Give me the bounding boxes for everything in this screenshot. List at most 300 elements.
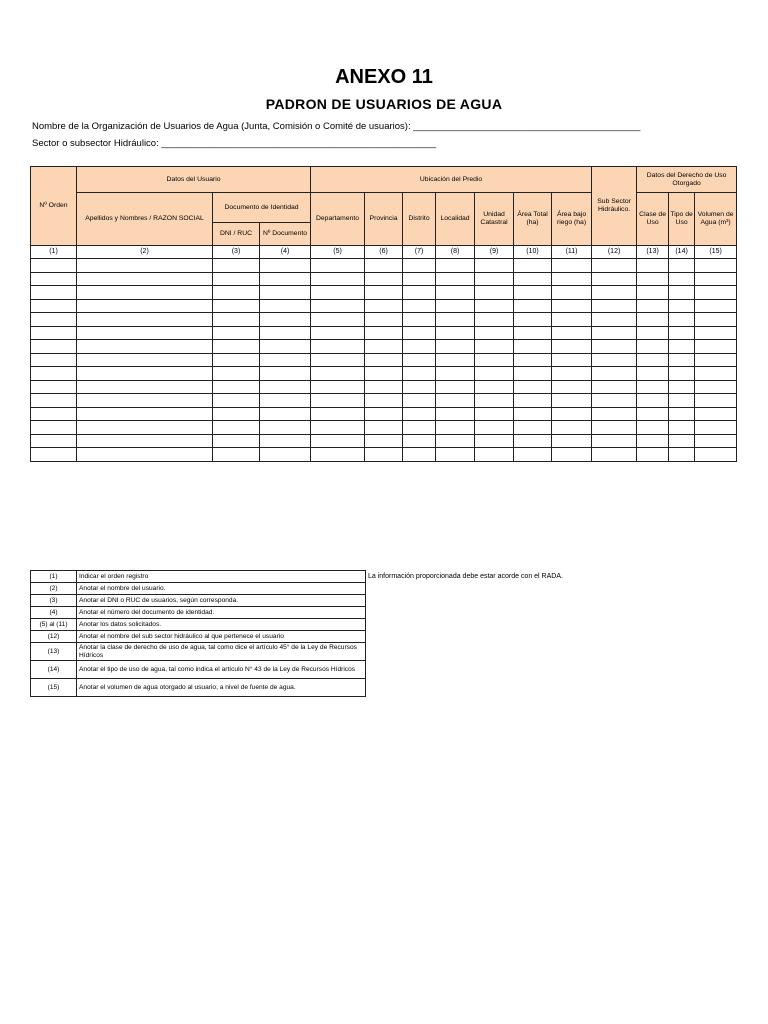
table-cell[interactable] <box>31 394 77 408</box>
table-cell[interactable] <box>436 407 475 421</box>
table-cell[interactable] <box>77 394 213 408</box>
table-cell[interactable] <box>637 421 669 435</box>
table-cell[interactable] <box>695 421 737 435</box>
table-cell[interactable] <box>77 407 213 421</box>
table-cell[interactable] <box>365 380 403 394</box>
table-cell[interactable] <box>311 394 365 408</box>
table-cell[interactable] <box>552 313 592 327</box>
table-cell[interactable] <box>311 340 365 354</box>
table-cell[interactable] <box>31 367 77 381</box>
table-cell[interactable] <box>311 272 365 286</box>
table-cell[interactable] <box>695 286 737 300</box>
table-cell[interactable] <box>514 313 552 327</box>
table-cell[interactable] <box>31 434 77 448</box>
table-cell[interactable] <box>436 434 475 448</box>
table-row <box>31 340 737 354</box>
column-number: (3) <box>213 246 260 259</box>
column-number: (13) <box>637 246 669 259</box>
note-key: (4) <box>31 607 77 619</box>
table-cell[interactable] <box>592 407 637 421</box>
table-cell[interactable] <box>260 421 311 435</box>
table-cell[interactable] <box>592 353 637 367</box>
table-cell[interactable] <box>436 380 475 394</box>
table-cell[interactable] <box>669 407 695 421</box>
header-distrito: Distrito <box>403 193 436 246</box>
table-cell[interactable] <box>514 421 552 435</box>
header-clase-uso: Clase de Uso <box>637 193 669 246</box>
table-cell[interactable] <box>311 434 365 448</box>
table-cell[interactable] <box>436 272 475 286</box>
table-cell[interactable] <box>475 340 514 354</box>
table-cell[interactable] <box>77 313 213 327</box>
column-number: (8) <box>436 246 475 259</box>
table-cell[interactable] <box>695 259 737 273</box>
table-cell[interactable] <box>77 448 213 462</box>
table-cell[interactable] <box>695 272 737 286</box>
table-cell[interactable] <box>213 326 260 340</box>
column-number: (5) <box>311 246 365 259</box>
table-cell[interactable] <box>77 340 213 354</box>
table-cell[interactable] <box>213 407 260 421</box>
table-cell[interactable] <box>31 299 77 313</box>
table-cell[interactable] <box>311 299 365 313</box>
column-number: (11) <box>552 246 592 259</box>
table-cell[interactable] <box>514 407 552 421</box>
table-cell[interactable] <box>552 272 592 286</box>
table-cell[interactable] <box>514 448 552 462</box>
note-row <box>31 631 366 643</box>
table-cell[interactable] <box>592 380 637 394</box>
table-cell[interactable] <box>695 407 737 421</box>
table-cell[interactable] <box>365 299 403 313</box>
table-cell[interactable] <box>365 259 403 273</box>
table-cell[interactable] <box>592 434 637 448</box>
note-key: (2) <box>31 583 77 595</box>
table-cell[interactable] <box>552 434 592 448</box>
table-cell[interactable] <box>592 340 637 354</box>
table-cell[interactable] <box>213 448 260 462</box>
table-cell[interactable] <box>365 340 403 354</box>
table-cell[interactable] <box>260 326 311 340</box>
table-cell[interactable] <box>311 367 365 381</box>
table-cell[interactable] <box>475 313 514 327</box>
table-cell[interactable] <box>403 272 436 286</box>
table-cell[interactable] <box>311 448 365 462</box>
table-cell[interactable] <box>552 448 592 462</box>
table-cell[interactable] <box>403 448 436 462</box>
table-cell[interactable] <box>403 407 436 421</box>
note-text: Anotar el tipo de uso de agua, tal como indica el artículo N° 43 de la Ley de Recursos Hídricos <box>77 661 366 679</box>
table-row <box>31 299 737 313</box>
table-cell[interactable] <box>260 394 311 408</box>
table-cell[interactable] <box>669 380 695 394</box>
table-cell[interactable] <box>31 313 77 327</box>
table-cell[interactable] <box>552 407 592 421</box>
table-cell[interactable] <box>77 367 213 381</box>
page-subtitle: PADRON DE USUARIOS DE AGUA <box>265 96 503 112</box>
table-cell[interactable] <box>311 313 365 327</box>
header-sub-sector: Sub Sector Hidráulico. <box>592 167 637 246</box>
table-cell[interactable] <box>436 353 475 367</box>
table-cell[interactable] <box>213 299 260 313</box>
header-unidad-catastral: Unidad Catastral <box>475 193 514 246</box>
table-cell[interactable] <box>213 286 260 300</box>
table-cell[interactable] <box>77 259 213 273</box>
table-cell[interactable] <box>669 367 695 381</box>
header-provincia: Provincia <box>365 193 403 246</box>
table-cell[interactable] <box>403 367 436 381</box>
table-cell[interactable] <box>592 299 637 313</box>
table-cell[interactable] <box>31 286 77 300</box>
table-cell[interactable] <box>514 394 552 408</box>
table-cell[interactable] <box>514 367 552 381</box>
table-cell[interactable] <box>31 340 77 354</box>
column-number: (4) <box>260 246 311 259</box>
table-cell[interactable] <box>260 272 311 286</box>
table-cell[interactable] <box>365 286 403 300</box>
table-cell[interactable] <box>695 434 737 448</box>
header-group-derecho: Datos del Derecho de Uso Otorgado <box>637 167 737 193</box>
table-cell[interactable] <box>475 259 514 273</box>
table-cell[interactable] <box>31 421 77 435</box>
table-cell[interactable] <box>365 407 403 421</box>
table-row <box>31 353 737 367</box>
note-key: (1) <box>31 571 77 583</box>
table-cell[interactable] <box>637 326 669 340</box>
table-cell[interactable] <box>669 313 695 327</box>
table-cell[interactable] <box>260 407 311 421</box>
table-cell[interactable] <box>365 434 403 448</box>
table-cell[interactable] <box>311 421 365 435</box>
table-cell[interactable] <box>403 353 436 367</box>
table-cell[interactable] <box>260 259 311 273</box>
note-text: Anotar los datos solicitados. <box>77 619 366 631</box>
table-cell[interactable] <box>695 353 737 367</box>
table-cell[interactable] <box>637 448 669 462</box>
table-cell[interactable] <box>365 326 403 340</box>
table-cell[interactable] <box>552 326 592 340</box>
table-cell[interactable] <box>695 367 737 381</box>
table-cell[interactable] <box>77 299 213 313</box>
note-key: (12) <box>31 631 77 643</box>
table-cell[interactable] <box>669 448 695 462</box>
column-number: (15) <box>695 246 737 259</box>
note-text: Anotar el DNI o RUC de usuarios, según corresponda. <box>77 595 366 607</box>
table-cell[interactable] <box>403 313 436 327</box>
table-row <box>31 259 737 273</box>
table-cell[interactable] <box>514 326 552 340</box>
table-cell[interactable] <box>436 326 475 340</box>
table-cell[interactable] <box>695 326 737 340</box>
table-cell[interactable] <box>669 434 695 448</box>
header-area-total: Área Total (ha) <box>514 193 552 246</box>
table-cell[interactable] <box>637 299 669 313</box>
table-cell[interactable] <box>260 286 311 300</box>
table-cell[interactable] <box>436 421 475 435</box>
table-cell[interactable] <box>213 394 260 408</box>
table-cell[interactable] <box>475 421 514 435</box>
table-cell[interactable] <box>669 326 695 340</box>
table-cell[interactable] <box>403 299 436 313</box>
table-cell[interactable] <box>552 259 592 273</box>
note-key: (15) <box>31 679 77 697</box>
table-cell[interactable] <box>213 434 260 448</box>
header-apellidos: Apellidos y Nombres / RAZON SOCIAL <box>77 193 213 246</box>
table-cell[interactable] <box>260 353 311 367</box>
table-row <box>31 326 737 340</box>
note-key: (13) <box>31 643 77 661</box>
table-row <box>31 434 737 448</box>
table-cell[interactable] <box>77 421 213 435</box>
table-cell[interactable] <box>695 299 737 313</box>
table-cell[interactable] <box>365 421 403 435</box>
table-cell[interactable] <box>592 421 637 435</box>
table-cell[interactable] <box>31 353 77 367</box>
note-row <box>31 583 366 595</box>
table-cell[interactable] <box>637 272 669 286</box>
note-text: Anotar el nombre del sub sector hidráulico al que pertenece el usuario <box>77 631 366 643</box>
table-cell[interactable] <box>592 448 637 462</box>
table-cell[interactable] <box>31 380 77 394</box>
table-cell[interactable] <box>475 286 514 300</box>
table-cell[interactable] <box>77 380 213 394</box>
table-cell[interactable] <box>31 259 77 273</box>
table-cell[interactable] <box>260 367 311 381</box>
table-cell[interactable] <box>260 434 311 448</box>
table-cell[interactable] <box>403 434 436 448</box>
table-cell[interactable] <box>31 448 77 462</box>
table-cell[interactable] <box>365 394 403 408</box>
table-cell[interactable] <box>695 394 737 408</box>
table-cell[interactable] <box>552 367 592 381</box>
table-cell[interactable] <box>475 434 514 448</box>
table-cell[interactable] <box>213 367 260 381</box>
table-cell[interactable] <box>403 380 436 394</box>
table-cell[interactable] <box>311 326 365 340</box>
table-cell[interactable] <box>637 259 669 273</box>
table-cell[interactable] <box>436 448 475 462</box>
table-cell[interactable] <box>637 313 669 327</box>
table-cell[interactable] <box>695 380 737 394</box>
table-cell[interactable] <box>592 286 637 300</box>
notes-table <box>30 570 366 697</box>
note-row <box>31 607 366 619</box>
table-cell[interactable] <box>213 259 260 273</box>
table-cell[interactable] <box>260 340 311 354</box>
table-cell[interactable] <box>311 286 365 300</box>
header-group-user: Datos del Usuario <box>77 167 311 193</box>
table-cell[interactable] <box>311 380 365 394</box>
table-cell[interactable] <box>260 380 311 394</box>
table-cell[interactable] <box>637 367 669 381</box>
table-cell[interactable] <box>311 259 365 273</box>
table-cell[interactable] <box>213 380 260 394</box>
table-cell[interactable] <box>260 448 311 462</box>
table-cell[interactable] <box>403 340 436 354</box>
table-cell[interactable] <box>311 353 365 367</box>
table-cell[interactable] <box>436 313 475 327</box>
table-cell[interactable] <box>213 340 260 354</box>
table-cell[interactable] <box>475 326 514 340</box>
table-cell[interactable] <box>31 407 77 421</box>
table-cell[interactable] <box>475 272 514 286</box>
table-cell[interactable] <box>213 353 260 367</box>
table-cell[interactable] <box>669 299 695 313</box>
header-localidad: Localidad <box>436 193 475 246</box>
table-cell[interactable] <box>637 380 669 394</box>
table-cell[interactable] <box>552 394 592 408</box>
table-cell[interactable] <box>260 299 311 313</box>
table-cell[interactable] <box>475 380 514 394</box>
table-cell[interactable] <box>403 326 436 340</box>
table-cell[interactable] <box>514 434 552 448</box>
table-cell[interactable] <box>592 367 637 381</box>
table-cell[interactable] <box>514 353 552 367</box>
info-note: La información proporcionada debe estar acorde con el RADA. <box>368 573 563 580</box>
table-cell[interactable] <box>695 340 737 354</box>
table-cell[interactable] <box>436 286 475 300</box>
table-cell[interactable] <box>436 299 475 313</box>
table-cell[interactable] <box>592 326 637 340</box>
table-cell[interactable] <box>637 394 669 408</box>
table-cell[interactable] <box>637 434 669 448</box>
note-row <box>31 679 366 697</box>
note-text: Anotar el volumen de agua otorgado al usuario, a nivel de fuente de agua. <box>77 679 366 697</box>
table-cell[interactable] <box>637 353 669 367</box>
header-departamento: Departamento <box>311 193 365 246</box>
column-number: (7) <box>403 246 436 259</box>
note-text: Indicar el orden registro <box>77 571 366 583</box>
table-cell[interactable] <box>514 272 552 286</box>
table-cell[interactable] <box>552 421 592 435</box>
table-cell[interactable] <box>592 313 637 327</box>
note-key: (5) al (11) <box>31 619 77 631</box>
table-row <box>31 421 737 435</box>
table-cell[interactable] <box>213 272 260 286</box>
table-cell[interactable] <box>514 380 552 394</box>
column-number-row <box>31 246 737 259</box>
table-cell[interactable] <box>514 340 552 354</box>
table-cell[interactable] <box>637 340 669 354</box>
table-cell[interactable] <box>365 272 403 286</box>
table-cell[interactable] <box>475 353 514 367</box>
table-cell[interactable] <box>365 448 403 462</box>
table-cell[interactable] <box>403 394 436 408</box>
table-row <box>31 380 737 394</box>
table-cell[interactable] <box>31 326 77 340</box>
table-cell[interactable] <box>592 272 637 286</box>
table-cell[interactable] <box>669 421 695 435</box>
table-cell[interactable] <box>475 299 514 313</box>
table-cell[interactable] <box>552 340 592 354</box>
table-cell[interactable] <box>260 313 311 327</box>
table-cell[interactable] <box>592 259 637 273</box>
note-row <box>31 661 366 679</box>
table-cell[interactable] <box>669 272 695 286</box>
note-key: (3) <box>31 595 77 607</box>
note-text: Anotar la clase de derecho de uso de agua, tal como dice el artículo 45° de la Ley de Recursos Hídricos <box>77 643 366 661</box>
table-cell[interactable] <box>669 394 695 408</box>
table-cell[interactable] <box>77 272 213 286</box>
table-cell[interactable] <box>403 421 436 435</box>
table-cell[interactable] <box>552 286 592 300</box>
table-cell[interactable] <box>436 367 475 381</box>
column-number: (14) <box>669 246 695 259</box>
note-row <box>31 619 366 631</box>
header-area-bajo-riego: Área bajo riego (ha) <box>552 193 592 246</box>
table-cell[interactable] <box>365 367 403 381</box>
table-cell[interactable] <box>669 340 695 354</box>
table-cell[interactable] <box>311 407 365 421</box>
note-key: (14) <box>31 661 77 679</box>
table-row <box>31 367 737 381</box>
table-cell[interactable] <box>637 407 669 421</box>
table-cell[interactable] <box>77 326 213 340</box>
note-row <box>31 595 366 607</box>
table-cell[interactable] <box>552 380 592 394</box>
page-title: ANEXO 11 <box>335 66 433 88</box>
table-cell[interactable] <box>669 259 695 273</box>
table-cell[interactable] <box>77 434 213 448</box>
table-cell[interactable] <box>695 448 737 462</box>
table-cell[interactable] <box>475 394 514 408</box>
table-cell[interactable] <box>436 340 475 354</box>
header-volumen: Volumen de Agua (m³) <box>695 193 737 246</box>
note-text: Anotar el nombre del usuario. <box>77 583 366 595</box>
header-dni-ruc: DNI / RUC <box>213 223 260 246</box>
table-cell[interactable] <box>514 299 552 313</box>
header-orden: Nº Orden <box>31 167 77 246</box>
column-number: (9) <box>475 246 514 259</box>
table-cell[interactable] <box>436 394 475 408</box>
table-cell[interactable] <box>637 286 669 300</box>
table-cell[interactable] <box>403 259 436 273</box>
column-number: (2) <box>77 246 213 259</box>
header-num-documento: Nº Documento <box>260 223 311 246</box>
table-cell[interactable] <box>31 272 77 286</box>
table-cell[interactable] <box>475 448 514 462</box>
column-number: (6) <box>365 246 403 259</box>
table-cell[interactable] <box>365 353 403 367</box>
table-cell[interactable] <box>365 313 403 327</box>
header-documento: Documento de Identidad <box>213 193 311 223</box>
table-cell[interactable] <box>475 407 514 421</box>
table-cell[interactable] <box>213 313 260 327</box>
table-cell[interactable] <box>552 353 592 367</box>
table-cell[interactable] <box>592 394 637 408</box>
table-cell[interactable] <box>77 286 213 300</box>
table-row <box>31 394 737 408</box>
column-number: (10) <box>514 246 552 259</box>
table-cell[interactable] <box>514 286 552 300</box>
table-cell[interactable] <box>475 367 514 381</box>
table-cell[interactable] <box>514 259 552 273</box>
table-cell[interactable] <box>77 353 213 367</box>
table-cell[interactable] <box>552 299 592 313</box>
padron-table <box>30 166 737 462</box>
table-cell[interactable] <box>213 421 260 435</box>
table-cell[interactable] <box>669 353 695 367</box>
note-text: Anotar el número del documento de identidad. <box>77 607 366 619</box>
table-cell[interactable] <box>695 313 737 327</box>
table-cell[interactable] <box>669 286 695 300</box>
table-cell[interactable] <box>436 259 475 273</box>
table-row <box>31 448 737 462</box>
table-cell[interactable] <box>403 286 436 300</box>
column-number: (1) <box>31 246 77 259</box>
header-tipo-uso: Tipo de Uso <box>669 193 695 246</box>
column-number: (12) <box>592 246 637 259</box>
